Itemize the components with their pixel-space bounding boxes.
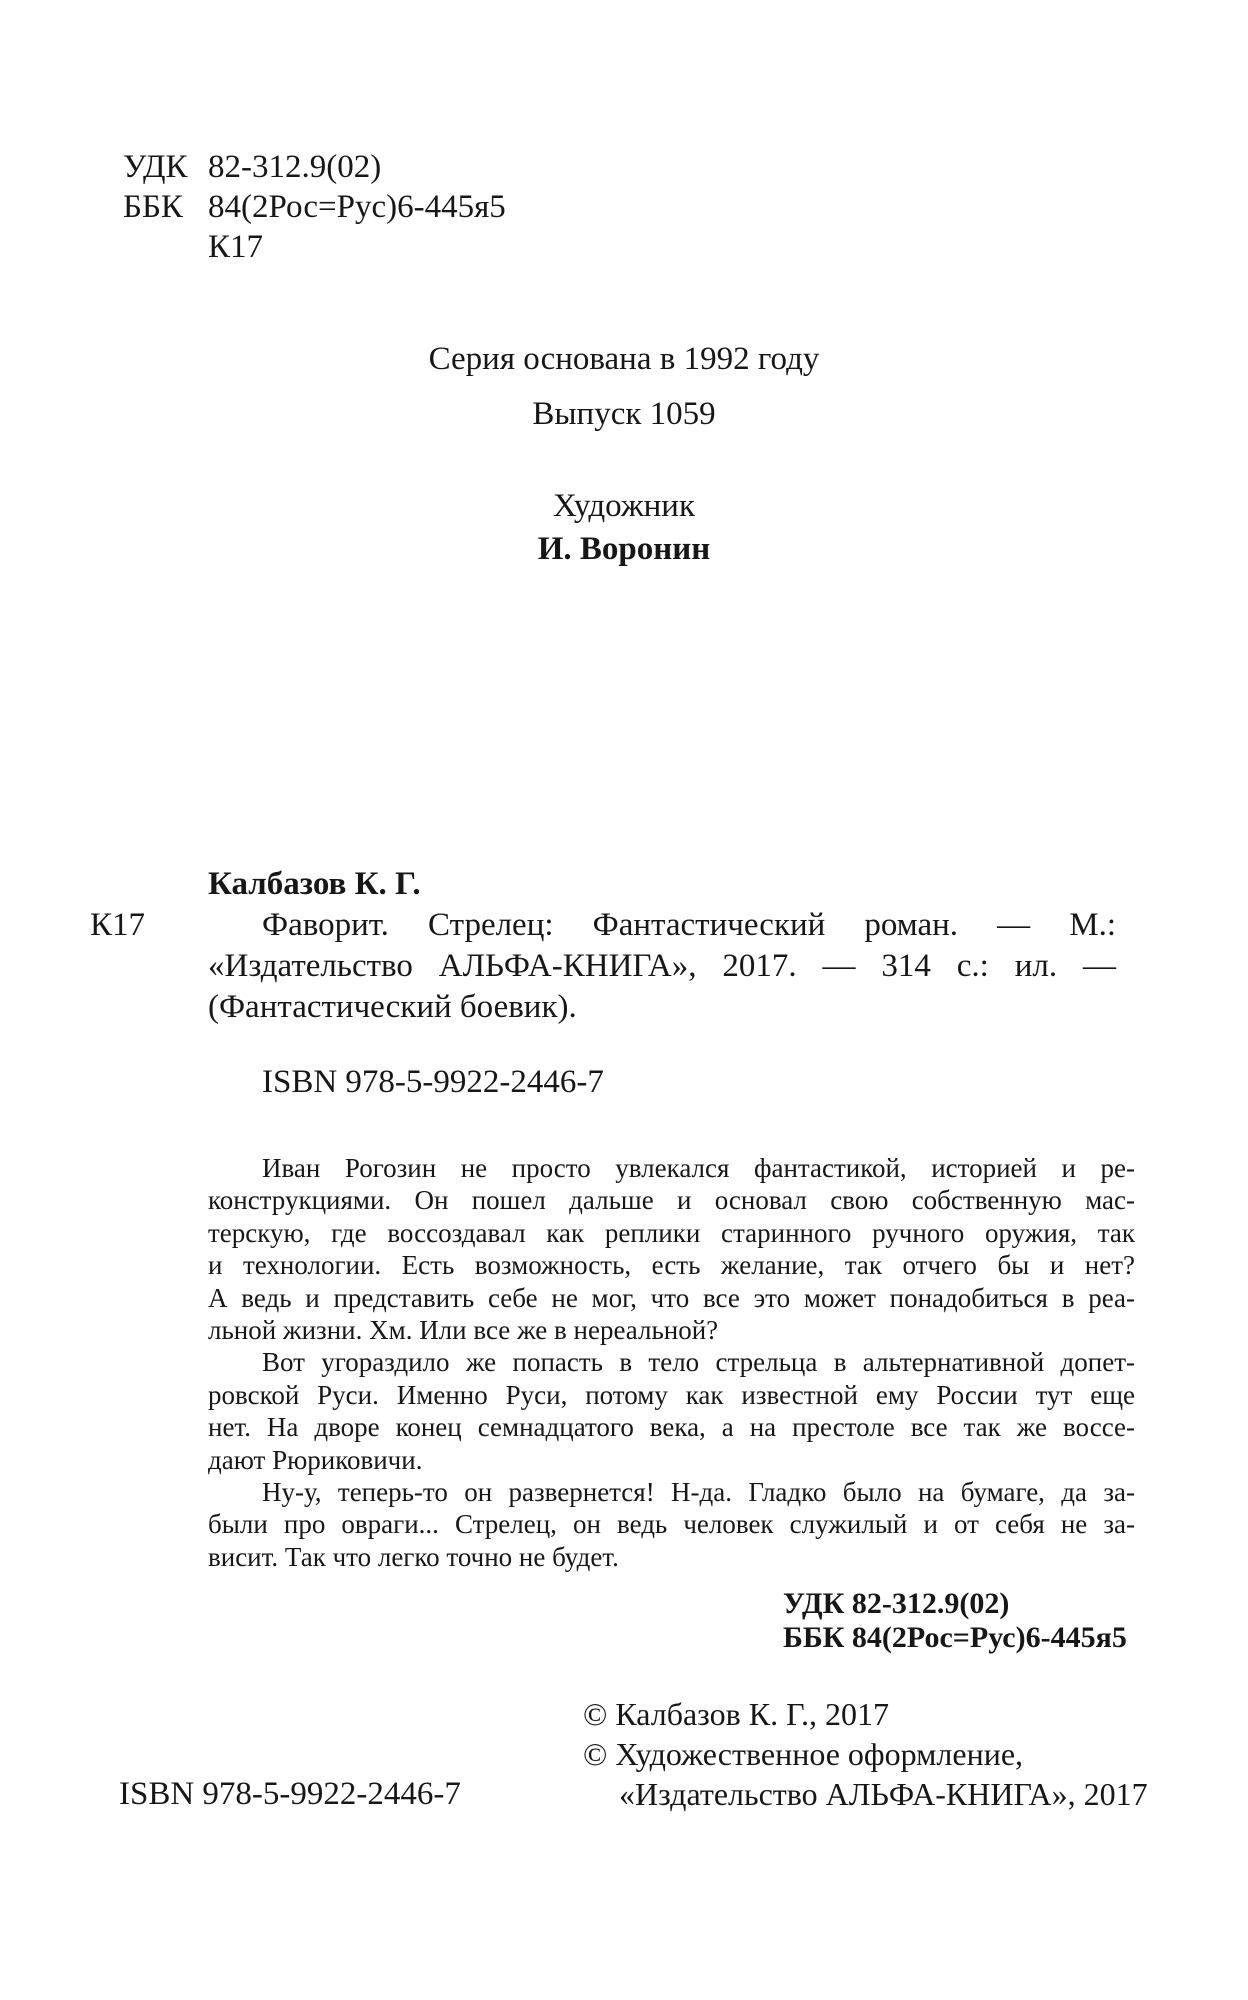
annotation-line: висит. Так что легко точно не будет.: [208, 1541, 619, 1572]
annotation-line: и технологии. Есть возможность, есть желание, так отчего бы и нет?: [208, 1250, 1135, 1281]
udk-top-row: [123, 147, 506, 187]
series-issue-line: Выпуск 1059: [532, 396, 716, 432]
udk-bottom: УДК 82-312.9(02): [783, 1587, 1010, 1620]
udk-value: 82-312.9(02): [208, 149, 382, 185]
isbn-catalog: ISBN 978-5-9922-2446-7: [262, 1064, 604, 1100]
catalog-series-line: (Фантастический боевик).: [208, 989, 577, 1025]
catalog-author-code: К17: [90, 907, 146, 943]
annotation-line: льной жизни. Хм. Или все же в нереальной?: [208, 1314, 719, 1345]
catalog-publisher-line: «Издательство АЛЬФА-КНИГА», 2017. — 314 с.: ил. —: [208, 948, 1116, 984]
catalog-author: Калбазов К. Г.: [208, 866, 421, 902]
annotation-block: [208, 1152, 1135, 1573]
catalog-card: [90, 864, 1116, 1028]
series-block: [0, 332, 1248, 442]
author-code: К17: [208, 229, 264, 265]
catalog-title-text: Фаворит. Стрелец: Фантастический роман. — М.:: [262, 907, 1116, 943]
annotation-line: Иван Рогозин не просто увлекался фантастикой, историей и ре-: [262, 1153, 1135, 1183]
bbk-value: 84(2Рос=Рус)6-445я5: [208, 189, 506, 225]
catalog-title-line: [90, 905, 1116, 946]
annotation-line: были про овраги... Стрелец, он ведь человек служилый и от себя не за-: [208, 1509, 1135, 1540]
bbk-bottom: ББК 84(2Рос=Рус)6-445я5: [783, 1621, 1127, 1654]
copyright-design-line: © Художественное оформление,: [583, 1736, 1024, 1772]
annotation-line: ровской Руси. Именно Руси, потому как известной ему России тут еще: [208, 1379, 1135, 1410]
annotation-line: конструкциями. Он пошел дальше и основал свою собственную мас-: [208, 1185, 1135, 1216]
annotation-line: нет. На дворе конец семнадцатого века, а на престоле все так же воссе-: [208, 1412, 1135, 1443]
top-classification-codes: [123, 147, 506, 267]
annotation-line: А ведь и представить себе не мог, что все это может понадобиться в реа-: [208, 1282, 1135, 1313]
copyright-author-line: © Калбазов К. Г., 2017: [583, 1696, 889, 1732]
author-code-spacer: [123, 227, 208, 267]
annotation-line: дают Рюриковичи.: [208, 1444, 423, 1475]
artist-role-label: Художник: [553, 488, 695, 524]
copyright-publisher-line: «Издательство АЛЬФА-КНИГА», 2017: [619, 1776, 1148, 1812]
copyright-block: [583, 1694, 1148, 1814]
annotation-line: Ну-у, теперь-то он развернется! Н-да. Гладко было на бумаге, да за-: [262, 1476, 1135, 1507]
series-founded-line: Серия основана в 1992 году: [428, 341, 820, 377]
bottom-classification-codes: [783, 1587, 1127, 1655]
bbk-label: ББК: [123, 189, 183, 225]
annotation-line: Вот угораздило же попасть в тело стрельца в альтернативной допет-: [262, 1347, 1135, 1378]
annotation-line: терскую, где воссоздавал как реплики старинного ручного оружия, так: [208, 1217, 1135, 1248]
author-code-row: [123, 227, 506, 267]
artist-block: [0, 485, 1248, 571]
udk-label: УДК: [123, 149, 188, 185]
artist-name: И. Воронин: [537, 531, 711, 567]
isbn-bottom: ISBN 978-5-9922-2446-7: [119, 1776, 461, 1812]
bbk-top-row: [123, 187, 506, 227]
